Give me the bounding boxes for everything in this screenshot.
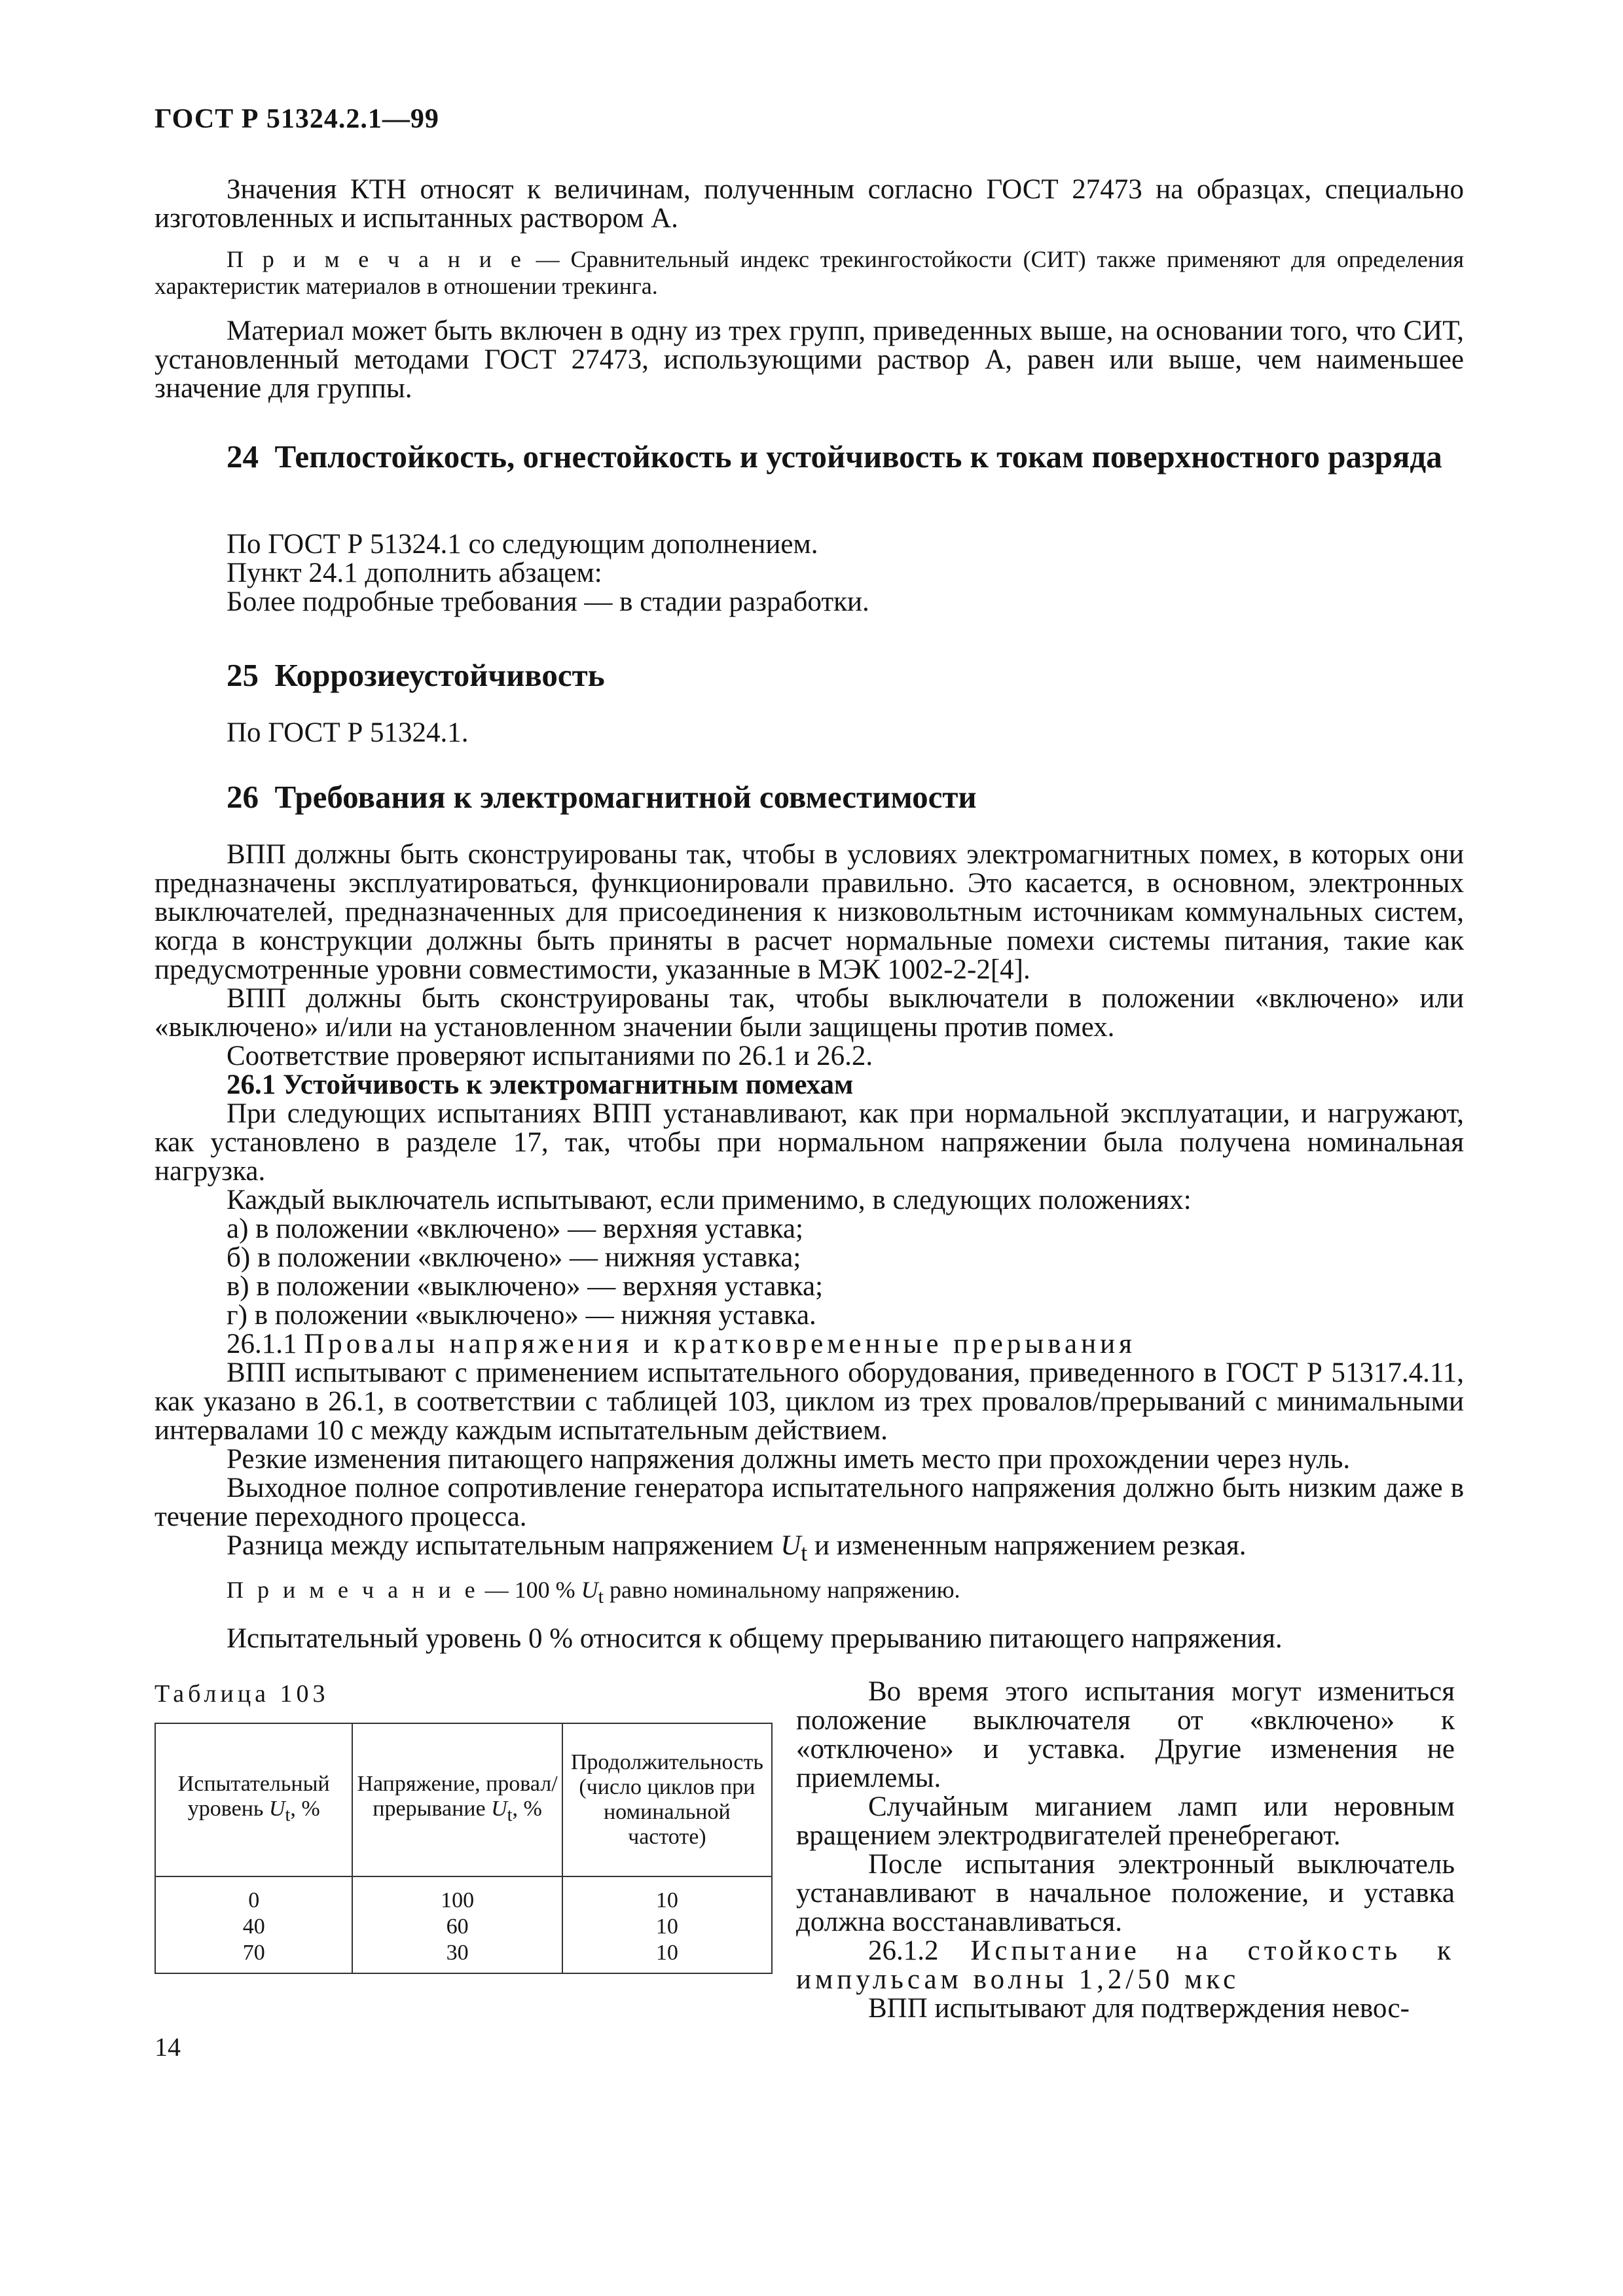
header-text: Напряжение, провал/прерывание — [357, 1772, 558, 1821]
section-26-paragraph-2: ВПП должны быть сконструированы так, чтобы выключатели в положении «включено» или «выключено» и/или на установленном значении были защищены против помех. — [155, 983, 1464, 1043]
table-header-duration: Продолжительность (число циклов при номинальной частоте) — [562, 1723, 772, 1876]
intro-block — [155, 175, 1464, 403]
symbol-subscript: t — [598, 1585, 604, 1607]
intro-paragraph-2: Материал может быть включен в одну из трех групп, приведенных выше, на основании того, что СИТ, установленный методами ГОСТ 27473, использующими раствор А, равен или выше, чем наименьшее значение для группы. — [155, 315, 1464, 404]
intro-paragraph: Значения КТН относят к величинам, полученным согласно ГОСТ 27473 на образцах, специально изготовленных и испытанных раствором А. — [155, 174, 1464, 234]
header-text: , % — [290, 1797, 320, 1821]
right-column — [796, 1677, 1455, 2023]
table-header-level — [155, 1723, 352, 1876]
table-cell: 30 — [352, 1940, 562, 1973]
subsection-number: 26.1.2 — [868, 1935, 939, 1966]
subsection-26-1-2-heading — [796, 1937, 1455, 1994]
table-cell: 100 — [352, 1876, 562, 1914]
intro-note — [155, 246, 1464, 300]
section-24-line-3: Более подробные требования — в стадии разработки. — [227, 586, 869, 617]
header-text: , % — [512, 1797, 542, 1821]
list-item: б) в положении «включено» — нижняя уставка; — [227, 1242, 801, 1273]
document-code: ГОСТ Р 51324.2.1—99 — [155, 104, 439, 134]
table-caption: Таблица 103 — [155, 1680, 329, 1708]
section-26-paragraph-3: Соответствие проверяют испытаниями по 26.1 и 26.2. — [227, 1041, 873, 1071]
note-label: П р и м е ч а н и е — [227, 1576, 479, 1603]
table-cell: 0 — [155, 1876, 352, 1914]
section-26-paragraph-4: При следующих испытаниях ВПП устанавливают, как при нормальной эксплуатации, и нагружают, как установлено в разделе 17, так, чтобы при нормальном напряжении была получена номинальная нагрузка. — [155, 1098, 1464, 1187]
table-cell: 10 — [562, 1940, 772, 1973]
symbol-subscript: t — [507, 1804, 513, 1825]
right-paragraph-1: Во время этого испытания могут измениться положение выключателя от «включено» к «отключено» и уставка. Другие изменения не приемлемы. — [796, 1676, 1455, 1793]
section-number: 24 — [227, 439, 259, 475]
table-cell: 60 — [352, 1914, 562, 1940]
symbol-u: U — [268, 1797, 285, 1821]
section-25-body — [155, 719, 1464, 747]
table-cell: 40 — [155, 1914, 352, 1940]
table-cell: 10 — [562, 1914, 772, 1940]
section-26-note — [155, 1577, 1464, 1610]
section-26-heading — [227, 779, 1457, 816]
note-text: — Сравнительный индекс трекингостойкости (СИТ) также применяют для определения характеристик материалов в отношении трекинга. — [155, 246, 1464, 299]
section-25-line-1: По ГОСТ Р 51324.1. — [227, 717, 469, 748]
subsection-number: 26.1.1 — [227, 1329, 297, 1359]
table-cell: 10 — [562, 1876, 772, 1914]
table-cell: 70 — [155, 1940, 352, 1973]
table-row — [155, 1914, 772, 1940]
table-row — [155, 1940, 772, 1973]
text-run: и измененным напряжением резкая. — [807, 1530, 1247, 1561]
table-row — [155, 1876, 772, 1914]
text-run: — 100 % — [479, 1576, 581, 1603]
list-item: а) в положении «включено» — верхняя уставка; — [227, 1213, 803, 1244]
subsection-title: Провалы напряжения и кратковременные прерывания — [304, 1329, 1136, 1359]
section-26-body — [155, 840, 1464, 1653]
table-header-voltage — [352, 1723, 562, 1876]
section-24-heading — [227, 439, 1457, 475]
section-25-heading — [227, 657, 1457, 694]
text-run: равно номинальному напряжению. — [603, 1576, 960, 1603]
symbol-subscript: t — [801, 1539, 808, 1566]
right-paragraph-2: Случайным миганием ламп или неровным вращением электродвигателей пренебрегают. — [796, 1791, 1455, 1851]
section-26-paragraph-9 — [155, 1532, 1464, 1568]
subsection-26-1-1-heading — [155, 1330, 1464, 1359]
section-26-paragraph-7: Резкие изменения питающего напряжения должны иметь место при прохождении через нуль. — [227, 1444, 1351, 1475]
symbol-u: U — [491, 1797, 507, 1821]
table-103 — [155, 1723, 773, 1974]
list-item: г) в положении «выключено» — нижняя уставка. — [227, 1300, 816, 1331]
right-paragraph-4: ВПП испытывают для подтверждения невос- — [868, 1993, 1410, 2024]
page-number: 14 — [155, 2032, 181, 2062]
section-24-line-1: По ГОСТ Р 51324.1 со следующим дополнением. — [227, 529, 818, 560]
section-number: 26 — [227, 779, 259, 815]
section-24-body — [155, 530, 1464, 617]
section-title: Требования к электромагнитной совместимости — [274, 779, 977, 815]
symbol-subscript: t — [285, 1804, 291, 1825]
section-26-paragraph-5: Каждый выключатель испытывают, если применимо, в следующих положениях: — [227, 1185, 1192, 1215]
section-26-paragraph-10: Испытательный уровень 0 % относится к общему прерыванию питающего напряжения. — [227, 1623, 1283, 1654]
subsection-26-1-heading: 26.1 Устойчивость к электромагнитным помехам — [227, 1069, 854, 1100]
subsection-title: Испытание на стойкость к импульсам волны 1,2/50 мкс — [796, 1935, 1455, 1995]
symbol-u: U — [581, 1576, 598, 1603]
header-text: Испытательный уровень — [177, 1772, 330, 1821]
section-title: Коррозиеустойчивость — [274, 657, 605, 693]
section-26-paragraph-1: ВПП должны быть сконструированы так, чтобы в условиях электромагнитных помех, в которых они предназначены эксплуатироваться, функционировали правильно. Это касается, в основном, электронных выключателей, предназначенных для присоединения к низковольтным источникам коммунальных систем, когда в конструкции должны быть приняты в расчет нормальные помехи системы питания, такие как предусмотренные уровни совместимости, указанные в МЭК 1002-2-2[4]. — [155, 839, 1464, 985]
section-number: 25 — [227, 657, 259, 693]
text-run: Разница между испытательным напряжением — [227, 1530, 781, 1561]
section-24-line-2: Пункт 24.1 дополнить абзацем: — [227, 558, 602, 588]
list-item: в) в положении «выключено» — верхняя уставка; — [227, 1271, 824, 1302]
section-26-paragraph-8: Выходное полное сопротивление генератора испытательного напряжения должно быть низким даже в течение переходного процесса. — [155, 1473, 1464, 1532]
note-label: П р и м е ч а н и е — [227, 246, 525, 272]
right-paragraph-3: После испытания электронный выключатель устанавливают в начальное положение, и уставка должна восстанавливаться. — [796, 1849, 1455, 1937]
section-26-paragraph-6: ВПП испытывают с применением испытательного оборудования, приведенного в ГОСТ Р 51317.4.11, как указано в 26.1, в соответствии с таблицей 103, циклом из трех провалов/прерываний с минимальными интервалами 10 с между каждым испытательным действием. — [155, 1357, 1464, 1446]
symbol-u: U — [780, 1530, 801, 1561]
section-title: Теплостойкость, огнестойкость и устойчивость к токам поверхностного разряда — [274, 439, 1442, 475]
